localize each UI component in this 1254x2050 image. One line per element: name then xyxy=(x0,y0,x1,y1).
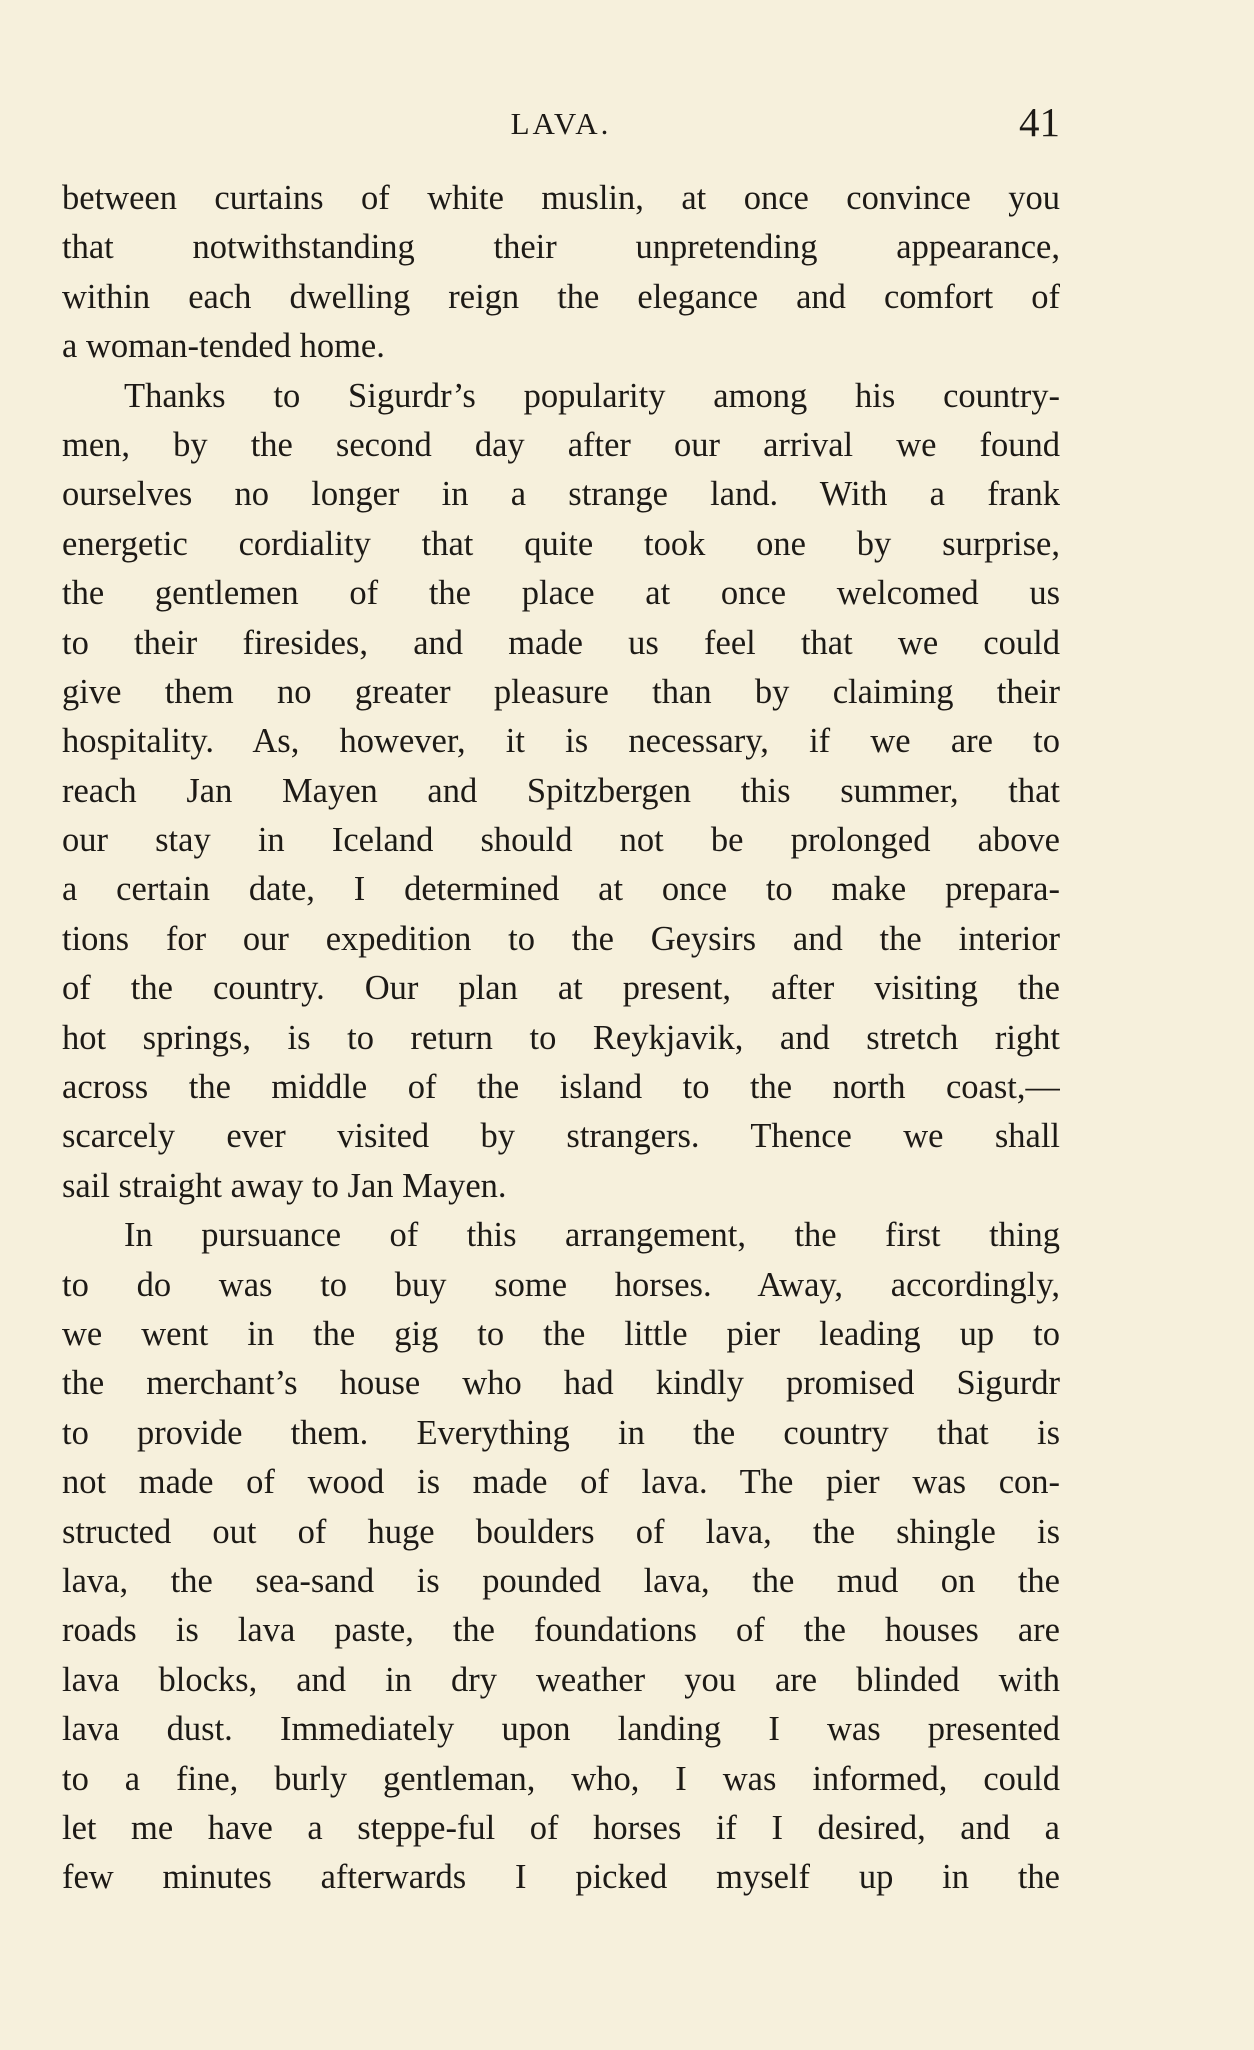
text-line: give them no greater pleasure than by claiming their xyxy=(62,672,1060,711)
text-line: In pursuance of this arrangement, the first thing xyxy=(124,1216,1060,1255)
text-line: reach Jan Mayen and Spitzbergen this summer, that xyxy=(62,771,1060,810)
text-line: ourselves no longer in a strange land. With a frank xyxy=(62,475,1060,514)
text-line: few minutes afterwards I picked myself up in the xyxy=(62,1858,1060,1897)
text-line: that notwithstanding their unpretending appearance, xyxy=(62,228,1060,267)
page-number: 41 xyxy=(1019,99,1060,145)
text-line: the merchant’s house who had kindly promised Sigurdr xyxy=(62,1364,1060,1403)
text-line: a woman-tended home. xyxy=(62,327,385,366)
text-line: the gentlemen of the place at once welcomed us xyxy=(62,574,1060,613)
text-line: not made of wood is made of lava. The pier was con- xyxy=(62,1463,1060,1502)
text-line: hot springs, is to return to Reykjavik, and stretch right xyxy=(62,1018,1060,1057)
text-line: to do was to buy some horses. Away, accordingly, xyxy=(62,1265,1060,1304)
text-line: scarcely ever visited by strangers. Thence we shall xyxy=(62,1117,1060,1156)
text-line: roads is lava paste, the foundations of the houses are xyxy=(62,1611,1060,1650)
text-line: hospitality. As, however, it is necessary, if we are to xyxy=(62,722,1060,761)
running-head xyxy=(62,98,1060,148)
text-line: lava blocks, and in dry weather you are blinded with xyxy=(62,1660,1060,1699)
text-line: men, by the second day after our arrival we found xyxy=(62,425,1060,464)
text-line: of the country. Our plan at present, after visiting the xyxy=(62,969,1060,1008)
text-line: across the middle of the island to the north coast,— xyxy=(62,1068,1060,1107)
text-line: between curtains of white muslin, at once convince you xyxy=(62,179,1060,217)
text-line: to a fine, burly gentleman, who, I was informed, could xyxy=(62,1759,1060,1798)
body-text xyxy=(62,174,1060,1903)
running-title: LAVA. xyxy=(510,106,612,141)
text-line: let me have a steppe-ful of horses if I desired, and a xyxy=(62,1808,1060,1847)
text-line: energetic cordiality that quite took one by surprise, xyxy=(62,524,1060,563)
text-line: lava dust. Immediately upon landing I was presented xyxy=(62,1710,1060,1749)
text-line: tions for our expedition to the Geysirs and the interior xyxy=(62,919,1060,958)
text-line: Thanks to Sigurdr’s popularity among his country- xyxy=(124,376,1060,415)
text-line: lava, the sea-sand is pounded lava, the mud on the xyxy=(62,1561,1060,1600)
text-line: structed out of huge boulders of lava, the shingle is xyxy=(62,1512,1060,1551)
text-line: a certain date, I determined at once to make prepara- xyxy=(62,870,1060,909)
text-line: sail straight away to Jan Mayen. xyxy=(62,1166,507,1205)
text-line: to their firesides, and made us feel that we could xyxy=(62,623,1060,662)
text-line: within each dwelling reign the elegance and comfort of xyxy=(62,277,1060,316)
text-line: to provide them. Everything in the country that is xyxy=(62,1413,1060,1452)
text-line: our stay in Iceland should not be prolonged above xyxy=(62,821,1060,860)
text-line: we went in the gig to the little pier leading up to xyxy=(62,1314,1060,1353)
